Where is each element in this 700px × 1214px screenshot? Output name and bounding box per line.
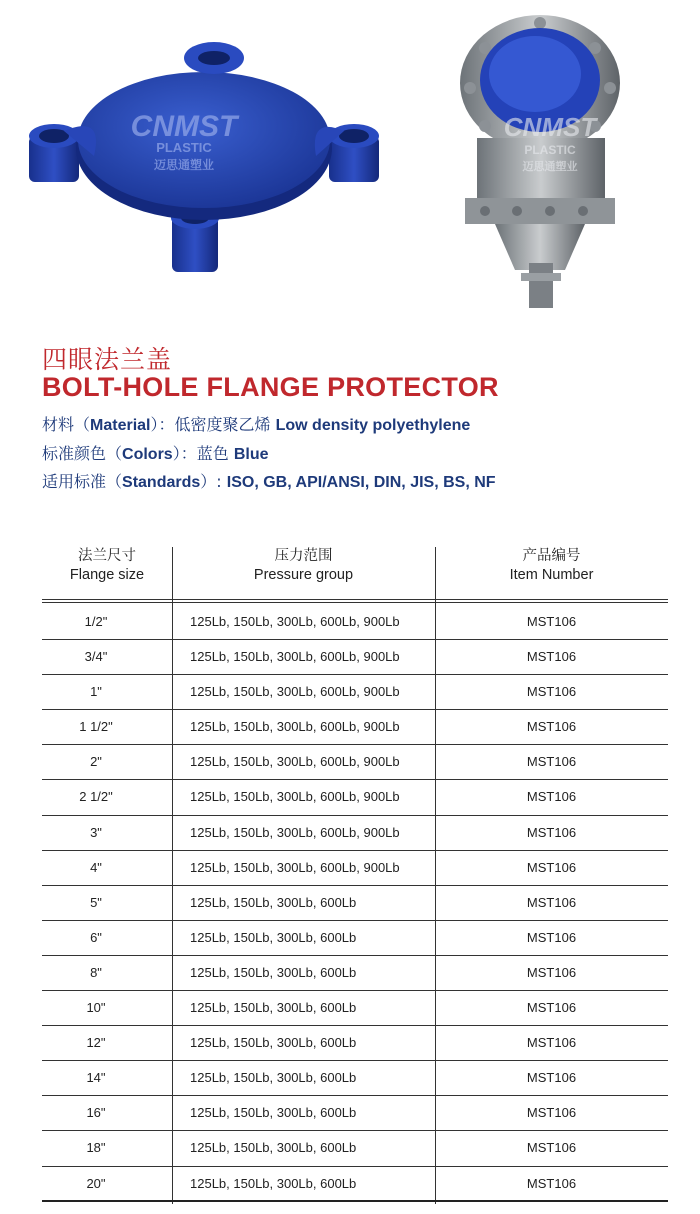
- table-row: [42, 886, 668, 921]
- item-number-cell: MST106: [526, 684, 577, 700]
- spec-standards: [42, 469, 496, 492]
- item-number-cell: MST106: [526, 719, 577, 735]
- flange-size-cell: 2 1/2": [79, 789, 113, 805]
- table-row: [42, 640, 668, 675]
- spec-colors: [42, 441, 268, 464]
- pressure-group-cell: 125Lb, 150Lb, 300Lb, 600Lb, 900Lb: [190, 719, 400, 735]
- pressure-group-cell: 125Lb, 150Lb, 300Lb, 600Lb: [190, 964, 357, 980]
- item-number-cell: MST106: [526, 1000, 577, 1016]
- item-number-cell: MST106: [526, 929, 577, 945]
- item-number-cell: MST106: [526, 824, 577, 840]
- spec-material-value-cn: 低密度聚乙烯: [174, 415, 271, 434]
- item-number-cell: MST106: [526, 894, 577, 910]
- title-chinese: 四眼法兰盖: [42, 345, 173, 374]
- pressure-group-cell: 125Lb, 150Lb, 300Lb, 600Lb, 900Lb: [190, 684, 400, 700]
- header-item-number-en: Item Number: [509, 567, 594, 583]
- pressure-group-cell: 125Lb, 150Lb, 300Lb, 600Lb, 900Lb: [190, 614, 400, 629]
- item-number-cell: MST106: [526, 1140, 577, 1156]
- flange-size-cell: 18": [86, 1140, 106, 1156]
- item-number-cell: MST106: [526, 649, 577, 665]
- spec-material-value-en: Low density polyethylene: [275, 417, 471, 434]
- title-english: BOLT-HOLE FLANGE PROTECTOR: [42, 372, 499, 402]
- spec-standards-label-en: Standards: [122, 474, 201, 491]
- flange-size-cell: 3": [90, 824, 102, 840]
- item-number-cell: MST106: [526, 1175, 577, 1191]
- spec-material: [42, 412, 470, 435]
- item-number-cell: MST106: [526, 1035, 577, 1051]
- flange-size-cell: 12": [86, 1035, 106, 1051]
- logo-cn-overlay: 迈思通塑业: [522, 160, 578, 173]
- spec-colors-label-en: Colors: [122, 446, 173, 463]
- pressure-group-cell: 125Lb, 150Lb, 300Lb, 600Lb, 900Lb: [190, 824, 400, 840]
- flange-size-cell: 8": [90, 964, 102, 980]
- flange-size-cell: 1": [90, 684, 102, 700]
- header-pressure-group: [172, 547, 435, 599]
- pressure-group-cell: 125Lb, 150Lb, 300Lb, 600Lb: [190, 1035, 357, 1051]
- header-divider-bottom: [42, 602, 668, 603]
- item-number-cell: MST106: [526, 754, 577, 770]
- logo-brand: CNMST: [130, 110, 238, 143]
- item-number-cell: MST106: [526, 614, 577, 629]
- pressure-group-cell: 125Lb, 150Lb, 300Lb, 600Lb, 900Lb: [190, 754, 400, 770]
- pressure-group-cell: 125Lb, 150Lb, 300Lb, 600Lb: [190, 1105, 357, 1121]
- table-row: [42, 991, 668, 1026]
- flange-size-cell: 2": [90, 754, 102, 770]
- flange-size-cell: 4": [90, 859, 102, 875]
- spec-material-label-en: Material: [90, 417, 151, 434]
- header-flange-size: [42, 547, 172, 599]
- table-row: [42, 1096, 668, 1131]
- pressure-group-cell: 125Lb, 150Lb, 300Lb, 600Lb: [190, 1000, 357, 1016]
- table-row: [42, 745, 668, 780]
- flange-size-cell: 1/2": [84, 614, 108, 629]
- pressure-group-cell: 125Lb, 150Lb, 300Lb, 600Lb: [190, 1070, 357, 1086]
- logo-sub: PLASTIC: [156, 140, 212, 155]
- spec-colors-value-en: Blue: [233, 446, 269, 463]
- header-item-number: [435, 547, 668, 599]
- logo-brand-overlay: CNMST: [503, 112, 597, 142]
- table-header: [42, 547, 668, 599]
- spec-material-close: ）：: [150, 415, 175, 434]
- flange-size-cell: 1 1/2": [79, 719, 113, 735]
- item-number-cell: MST106: [526, 789, 577, 805]
- spec-standards-value-en: ISO, GB, API/ANSI, DIN, JIS, BS, NF: [226, 474, 496, 491]
- header-pressure-group-cn: 压力范围: [274, 548, 333, 564]
- header-pressure-group-en: Pressure group: [253, 567, 354, 583]
- flange-size-cell: 5": [90, 894, 102, 910]
- pressure-group-cell: 125Lb, 150Lb, 300Lb, 600Lb: [190, 1175, 357, 1191]
- spec-standards-label-cn: 适用标准（: [42, 472, 123, 491]
- table-row: [42, 851, 668, 886]
- flange-size-cell: 6": [90, 929, 102, 945]
- table-row: [42, 605, 668, 640]
- spec-colors-close: ）：: [172, 444, 197, 463]
- pressure-group-cell: 125Lb, 150Lb, 300Lb, 600Lb, 900Lb: [190, 649, 400, 665]
- flange-protector-image: [24, 36, 394, 282]
- header-divider-top: [42, 599, 668, 600]
- spec-colors-value-cn: 蓝色: [196, 444, 229, 463]
- pressure-group-cell: 125Lb, 150Lb, 300Lb, 600Lb: [190, 929, 357, 945]
- header-item-number-cn: 产品编号: [522, 548, 581, 564]
- table-row: [42, 816, 668, 851]
- spec-table: [42, 547, 668, 1191]
- table-row: [42, 956, 668, 991]
- item-number-cell: MST106: [526, 859, 577, 875]
- spec-material-label-cn: 材料（: [42, 415, 91, 434]
- flange-size-cell: 10": [86, 1000, 106, 1016]
- table-row: [42, 1131, 668, 1166]
- header-flange-size-cn: 法兰尺寸: [78, 548, 136, 564]
- item-number-cell: MST106: [526, 1070, 577, 1086]
- item-number-cell: MST106: [526, 1105, 577, 1121]
- pressure-group-cell: 125Lb, 150Lb, 300Lb, 600Lb: [190, 1140, 357, 1156]
- logo-sub-overlay: PLASTIC: [524, 143, 576, 157]
- logo-cn: 迈思通塑业: [153, 158, 215, 172]
- table-row: [42, 921, 668, 956]
- table-row: [42, 1167, 668, 1202]
- pressure-group-cell: 125Lb, 150Lb, 300Lb, 600Lb: [190, 894, 357, 910]
- table-row: [42, 1026, 668, 1061]
- flange-size-cell: 3/4": [84, 649, 108, 665]
- header-flange-size-en: Flange size: [69, 567, 145, 583]
- table-row: [42, 780, 668, 815]
- table-body: [42, 605, 668, 1202]
- valve-with-protector-image: [455, 8, 630, 308]
- table-row: [42, 710, 668, 745]
- spec-colors-label-cn: 标准颜色（: [42, 444, 123, 463]
- spec-standards-close: ）:: [200, 472, 222, 491]
- flange-size-cell: 16": [86, 1105, 106, 1121]
- table-row: [42, 675, 668, 710]
- flange-size-cell: 14": [86, 1070, 106, 1086]
- item-number-cell: MST106: [526, 964, 577, 980]
- table-row: [42, 1061, 668, 1096]
- pressure-group-cell: 125Lb, 150Lb, 300Lb, 600Lb, 900Lb: [190, 789, 400, 805]
- flange-size-cell: 20": [86, 1175, 106, 1191]
- pressure-group-cell: 125Lb, 150Lb, 300Lb, 600Lb, 900Lb: [190, 859, 400, 875]
